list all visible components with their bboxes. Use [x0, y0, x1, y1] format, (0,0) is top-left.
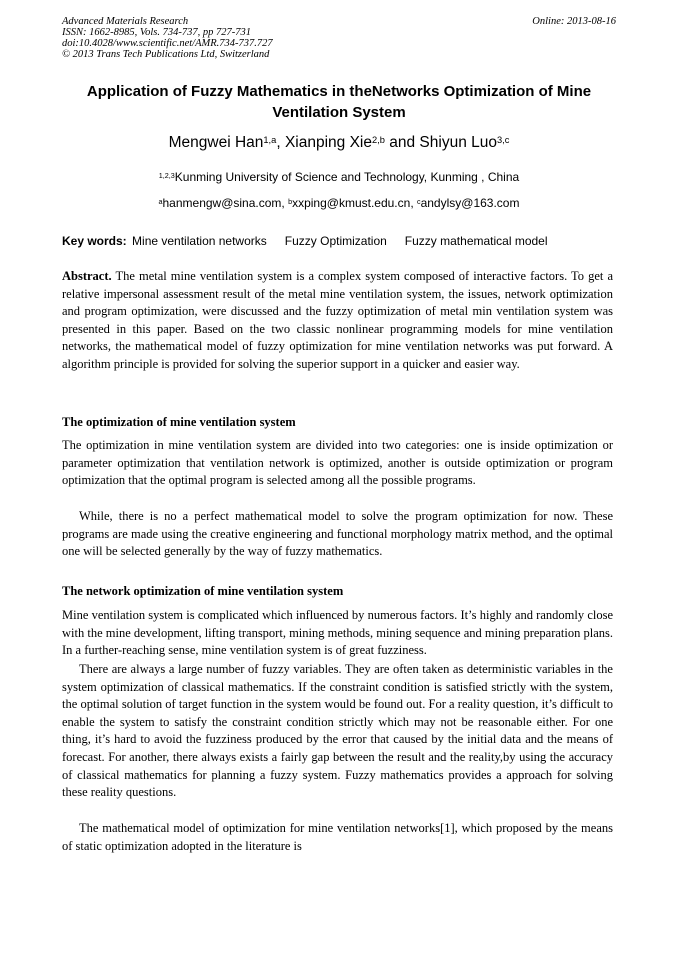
email-mark: c	[416, 196, 421, 206]
section-heading: The optimization of mine ventilation system	[62, 415, 296, 429]
author-affiliation-mark: 2,b	[372, 134, 385, 145]
paragraph: The mathematical model of optimization for mine ventilation networks[1], which proposed by the means of static optimization adopted in the literature is	[62, 821, 613, 853]
online-date: Online: 2013-08-16	[532, 16, 616, 27]
copyright-line: © 2013 Trans Tech Publications Ltd, Switzerland	[62, 49, 270, 60]
email-address: xxping@kmust.edu.cn,	[292, 196, 417, 210]
author-affiliation-mark: 3,c	[496, 134, 510, 145]
email-address: andylsy@163.com	[420, 196, 520, 210]
author-name: Xianping Xie	[284, 134, 372, 151]
paper-title: Application of Fuzzy Mathematics in theNetworks Optimization of Mine Ventilation System	[86, 83, 592, 121]
email-address: hanmengw@sina.com,	[162, 196, 289, 210]
paragraph: The optimization in mine ventilation system are divided into two categories: one is inside optimization or parameter optimization that ventilation network is optimized, another is outside optimization or program optimization that the optimal program is selected among all the possible programs.	[62, 438, 613, 488]
author-name: Shiyun Luo	[419, 134, 497, 151]
author-separator: and	[384, 134, 420, 151]
affiliation-text: Kunming University of Science and Technology, Kunming , China	[174, 170, 520, 184]
issn-line: ISSN: 1662-8985, Vols. 734-737, pp 727-731	[62, 27, 251, 38]
email-mark: a	[158, 196, 163, 206]
author-list	[62, 133, 616, 153]
doi-line: doi:10.4028/www.scientific.net/AMR.734-737.727	[62, 38, 273, 49]
author-separator: ,	[276, 134, 285, 151]
author-emails	[62, 195, 616, 211]
keyword-item: Fuzzy mathematical model	[404, 234, 548, 248]
journal-name: Advanced Materials Research	[62, 16, 189, 27]
affiliation-mark: 1,2,3	[158, 170, 175, 180]
abstract-text: The metal mine ventilation system is a complex system composed of interactive factors. To get a relative impersonal assessment result of the metal mine ventilation system, the issues, network optimization and program optimization, were discussed and the fuzzy optimization of metal min ventilation system was presented in this paper. Based on the two classic nonlinear programming models for mine ventilation networks, the mathematical model of fuzzy optimization for mine ventilation networks was put forward. A algorithm principle is provided for solving the superior support in a quicker and easier way.	[62, 269, 613, 371]
keywords-label: Key words:	[62, 234, 127, 248]
journal-header	[62, 16, 616, 60]
paragraph: Mine ventilation system is complicated which influenced by numerous factors. It’s highly and randomly close with the mine development, lifting transport, mining methods, mining sequence and mining preparation plans. In a further-reaching sense, mine ventilation system is of great fuzziness.	[62, 608, 613, 658]
keyword-item: Mine ventilation networks	[132, 234, 267, 248]
section-heading: The network optimization of mine ventilation system	[62, 584, 344, 598]
keyword-item: Fuzzy Optimization	[284, 234, 387, 248]
email-mark: b	[288, 196, 293, 206]
affiliation	[62, 169, 616, 185]
author-affiliation-mark: 1,a	[263, 134, 277, 145]
abstract	[62, 268, 613, 374]
abstract-label: Abstract.	[62, 269, 112, 283]
paragraph: While, there is no a perfect mathematical model to solve the program optimization for now. These programs are made using the creative engineering and functional morphology matrix method, and the optimal one will be selected generally by the way of fuzzy mathematics.	[62, 509, 613, 559]
keywords	[62, 233, 616, 249]
paragraph: There are always a large number of fuzzy variables. They are often taken as deterministic variables in the system optimization of classical mathematics. If the constraint condition is satisfied strictly with the system, the optimal solution of target function in the system would be found out. For a reality question, it’s difficult to enable the system to satisfy the constraint condition strictly which may not be reasonable either. For one thing, it’s hard to avoid the fuzziness produced by the error that caused by the initial data and the means of forecast. For another, there always exists a fairly gap between the result and the reality,by using the accuracy of classical mathematics for planning a fuzzy system. Fuzzy mathematics provides a approach for solving these reality questions.	[62, 662, 613, 800]
author-name: Mengwei Han	[168, 134, 264, 151]
